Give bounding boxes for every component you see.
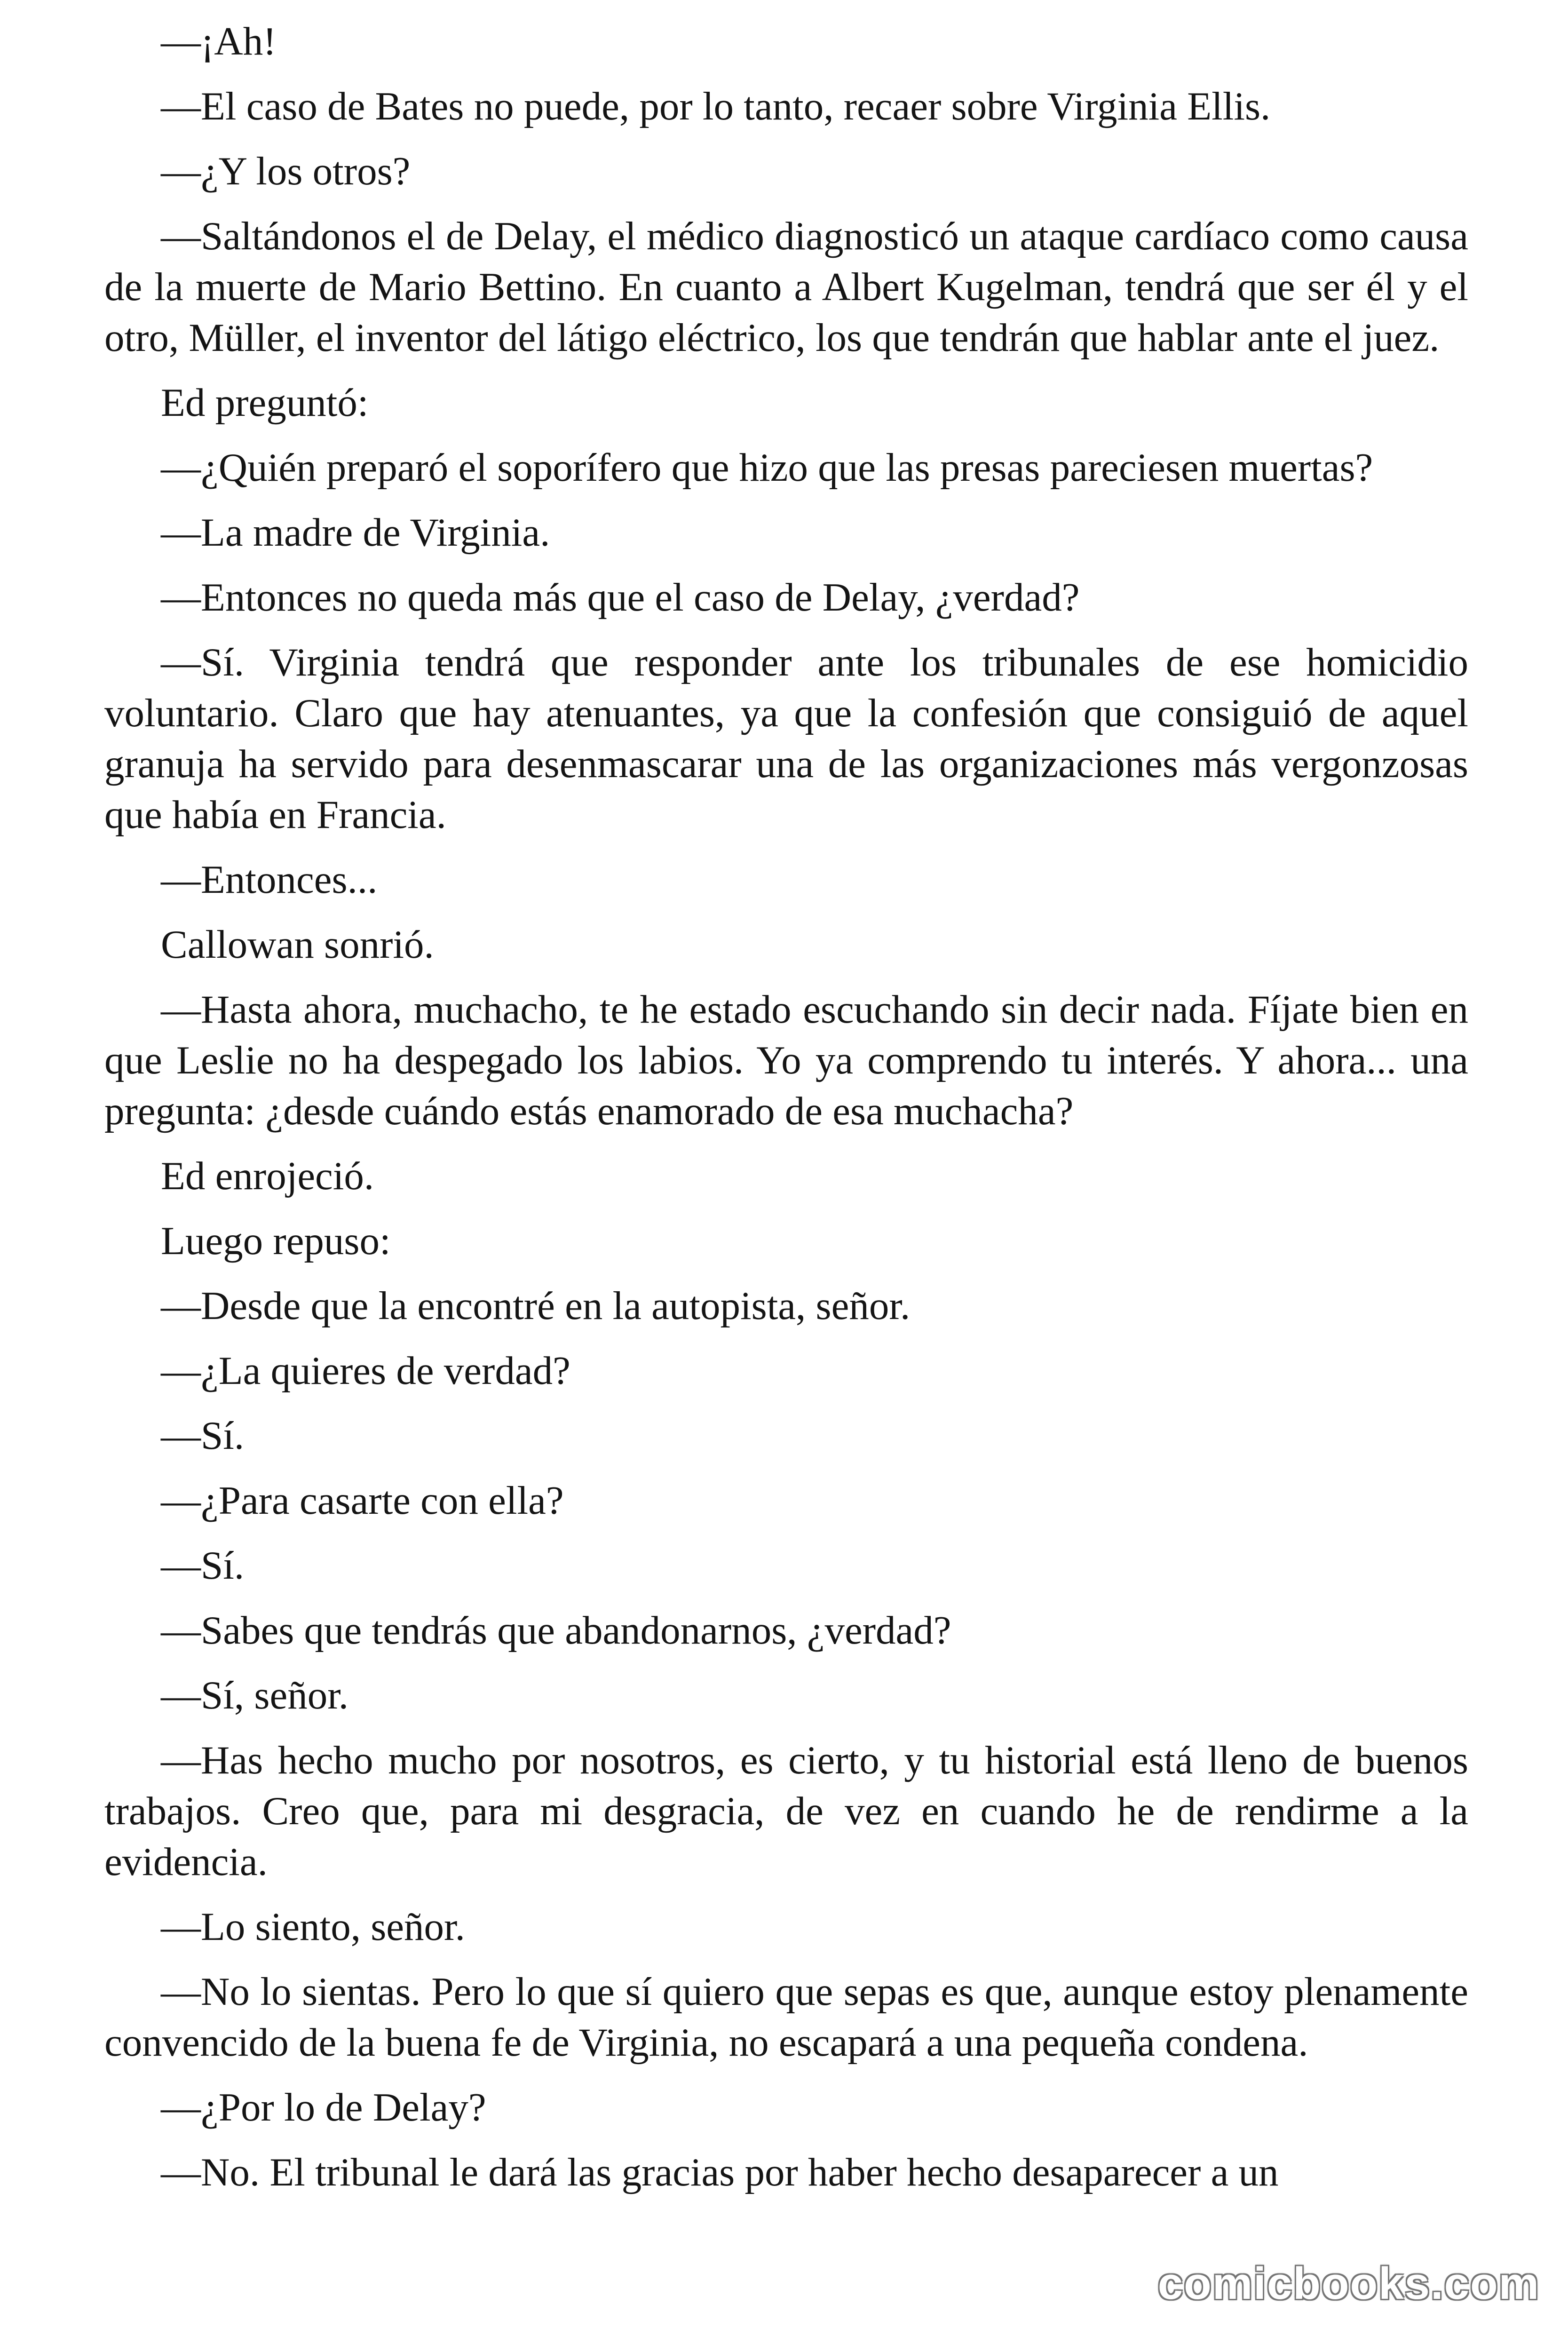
paragraph: —No lo sientas. Pero lo que sí quiero que sepas es que, aunque estoy plenamente convencido de la buena fe de Virginia, no escapará a una pequeña condena.	[104, 1970, 1468, 2065]
paragraph: —Sí. Virginia tendrá que responder ante los tribunales de ese homicidio voluntario. Claro que hay atenuantes, ya que la confesión que consiguió de aquel granuja ha servido para desenmascarar una de las organizaciones más vergonzosas que había en Francia.	[104, 640, 1468, 837]
paragraph: —Saltándonos el de Delay, el médico diagnosticó un ataque cardíaco como causa de la muerte de Mario Bettino. En cuanto a Albert Kugelman, tendrá que ser él y el otro, Müller, el inventor del látigo eléctrico, los que tendrán que hablar ante el juez.	[104, 214, 1468, 360]
paragraph: Callowan sonrió.	[161, 922, 434, 967]
paragraph: —¡Ah!	[161, 19, 277, 64]
paragraph: —¿Por lo de Delay?	[161, 2085, 486, 2130]
paragraph: —Hasta ahora, muchacho, te he estado escuchando sin decir nada. Fíjate bien en que Leslie no ha despegado los labios. Yo ya comprendo tu interés. Y ahora... una pregunta: ¿desde cuándo estás enamorado de esa muchacha?	[104, 987, 1468, 1133]
paragraph: —¿Para casarte con ella?	[161, 1478, 564, 1523]
paragraph: —Has hecho mucho por nosotros, es cierto, y tu historial está lleno de buenos trabajos. Creo que, para mi desgracia, de vez en cuando he de rendirme a la evidencia.	[104, 1738, 1468, 1884]
paragraph: Ed enrojeció.	[161, 1154, 374, 1198]
watermark-logo: comicbooks.com	[1157, 2258, 1540, 2309]
paragraph: —La madre de Virginia.	[161, 510, 550, 555]
paragraph: —¿Quién preparó el soporífero que hizo que las presas pareciesen muertas?	[161, 445, 1373, 490]
paragraph: —¿La quieres de verdad?	[161, 1349, 570, 1393]
paragraph: —Desde que la encontré en la autopista, señor.	[161, 1284, 911, 1328]
paragraph: —Entonces no queda más que el caso de Delay, ¿verdad?	[161, 575, 1080, 620]
paragraph: —No. El tribunal le dará las gracias por haber hecho desaparecer a un	[161, 2150, 1279, 2194]
paragraph: —Sí.	[161, 1414, 245, 1458]
paragraph: —Sí.	[161, 1543, 245, 1588]
body-text	[104, 16, 1468, 2212]
paragraph: —Lo siento, señor.	[161, 1905, 465, 1949]
paragraph: —Sí, señor.	[161, 1673, 349, 1717]
paragraph: Ed preguntó:	[161, 381, 369, 425]
paragraph: —El caso de Bates no puede, por lo tanto, recaer sobre Virginia Ellis.	[161, 84, 1271, 128]
paragraph: —¿Y los otros?	[161, 149, 411, 193]
paragraph: —Sabes que tendrás que abandonarnos, ¿verdad?	[161, 1608, 951, 1653]
paragraph: Luego repuso:	[161, 1219, 391, 1263]
paragraph: —Entonces...	[161, 858, 378, 902]
